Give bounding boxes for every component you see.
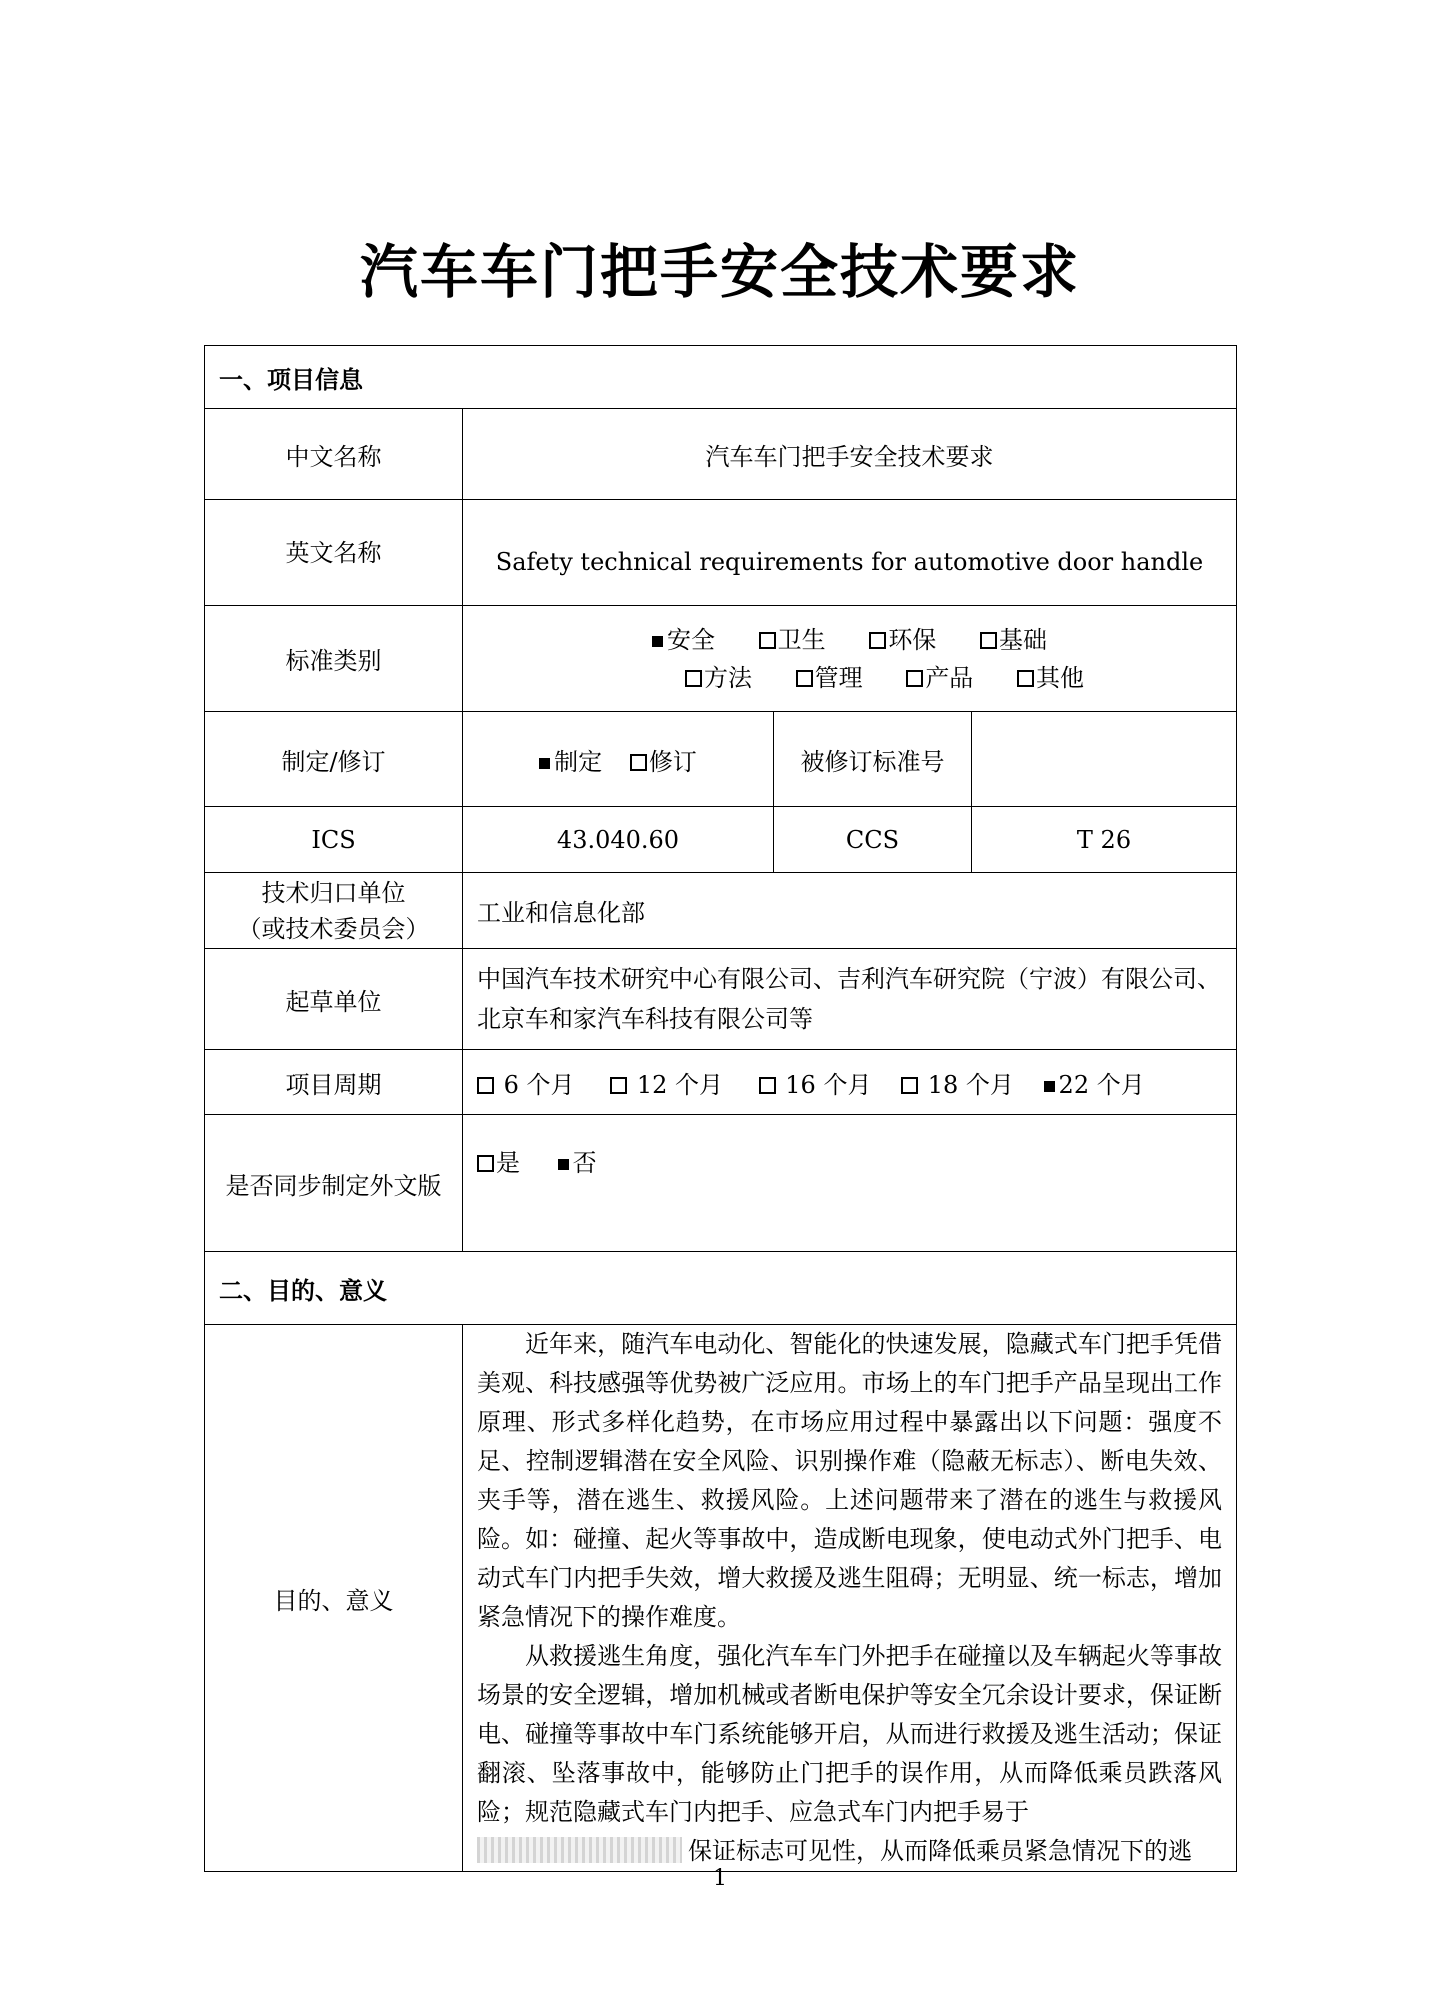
category-option-hygiene[interactable]: 卫生 <box>759 626 826 654</box>
checkbox-icon <box>630 754 647 771</box>
en-name-label: 英文名称 <box>205 500 463 606</box>
checkbox-icon <box>477 1077 494 1094</box>
ccs-label: CCS <box>774 807 972 873</box>
period-label: 项目周期 <box>205 1050 463 1115</box>
checkbox-icon <box>901 1077 918 1094</box>
section2-heading: 二、目的、意义 <box>205 1252 1237 1325</box>
section1-header-row <box>205 346 1237 409</box>
blurred-text-icon <box>477 1837 682 1863</box>
drafter-label: 起草单位 <box>205 949 463 1050</box>
revise-row <box>205 712 1237 807</box>
period-option-6[interactable]: 6 个月 <box>477 1071 575 1099</box>
checkbox-icon <box>477 1155 494 1172</box>
category-options <box>463 606 1237 712</box>
category-line-2 <box>477 659 1222 697</box>
foreign-row <box>205 1115 1237 1252</box>
checkbox-icon <box>685 670 702 687</box>
category-option-product[interactable]: 产品 <box>906 664 973 692</box>
ics-label: ICS <box>205 807 463 873</box>
category-option-management[interactable]: 管理 <box>796 664 863 692</box>
checkbox-icon <box>980 632 997 649</box>
revise-option-create[interactable]: 制定 <box>539 748 602 776</box>
purpose-label: 目的、意义 <box>205 1325 463 1872</box>
tech-unit-label: 技术归口单位 （或技术委员会） <box>205 873 463 949</box>
checkbox-icon <box>1017 670 1034 687</box>
cn-name-label: 中文名称 <box>205 409 463 500</box>
checkbox-icon <box>869 632 886 649</box>
foreign-option-yes[interactable]: 是 <box>477 1149 520 1177</box>
purpose-content <box>463 1325 1237 1872</box>
period-option-18[interactable]: 18 个月 <box>901 1071 1014 1099</box>
cn-name-row <box>205 409 1237 500</box>
category-option-environment[interactable]: 环保 <box>869 626 936 654</box>
project-form-table <box>204 345 1237 1872</box>
category-option-other[interactable]: 其他 <box>1017 664 1084 692</box>
ics-row <box>205 807 1237 873</box>
revised-std-label: 被修订标准号 <box>774 712 972 807</box>
category-option-basic[interactable]: 基础 <box>980 626 1047 654</box>
category-line-1 <box>477 621 1222 659</box>
page-number: 1 <box>713 1866 727 1891</box>
revise-option-revise[interactable]: 修订 <box>630 748 697 776</box>
en-name-row <box>205 500 1237 606</box>
document-title: 汽车车门把手安全技术要求 <box>359 238 1080 306</box>
purpose-row <box>205 1325 1237 1872</box>
cn-name-value: 汽车车门把手安全技术要求 <box>463 409 1237 500</box>
checkbox-icon <box>759 1077 776 1094</box>
ccs-value: T 26 <box>972 807 1237 873</box>
revise-options <box>463 712 774 807</box>
category-option-method[interactable]: 方法 <box>685 664 752 692</box>
foreign-label: 是否同步制定外文版 <box>205 1115 463 1252</box>
drafter-row <box>205 949 1237 1050</box>
foreign-option-no[interactable]: 否 <box>558 1149 597 1177</box>
period-options <box>463 1050 1237 1115</box>
category-label: 标准类别 <box>205 606 463 712</box>
checked-box-icon <box>558 1159 569 1170</box>
tech-unit-value: 工业和信息化部 <box>463 873 1237 949</box>
section2-header-row <box>205 1252 1237 1325</box>
category-option-safety[interactable]: 安全 <box>652 626 715 654</box>
period-option-12[interactable]: 12 个月 <box>610 1071 723 1099</box>
tech-unit-row <box>205 873 1237 949</box>
section1-heading: 一、项目信息 <box>205 346 1237 409</box>
checkbox-icon <box>610 1077 627 1094</box>
checked-box-icon <box>1044 1081 1055 1092</box>
drafter-value: 中国汽车技术研究中心有限公司、吉利汽车研究院（宁波）有限公司、北京车和家汽车科技有限公司等 <box>463 949 1237 1050</box>
period-row <box>205 1050 1237 1115</box>
revise-label: 制定/修订 <box>205 712 463 807</box>
en-name-value: Safety technical requirements for automotive door handle <box>463 500 1237 606</box>
category-row <box>205 606 1237 712</box>
period-option-16[interactable]: 16 个月 <box>759 1071 872 1099</box>
period-option-22[interactable]: 22 个月 <box>1044 1071 1145 1099</box>
ics-value: 43.040.60 <box>463 807 774 873</box>
checkbox-icon <box>796 670 813 687</box>
checked-box-icon <box>652 636 663 647</box>
revised-std-value <box>972 712 1237 807</box>
purpose-paragraph-2: 从救援逃生角度，强化汽车车门外把手在碰撞以及车辆起火等事故场景的安全逻辑，增加机械或者断电保护等安全冗余设计要求，保证断电、碰撞等事故中车门系统能够开启，从而进行救援及逃生活动；保证翻滚、坠落事故中，能够防止门把手的误作用，从而降低乘员跌落风险；规范隐藏式车门内把手、应急式车门内把手易于 保证标志可见性，从而降低乘员紧急情况下的逃 <box>477 1642 1222 1865</box>
checkbox-icon <box>759 632 776 649</box>
purpose-paragraph-1: 近年来，随汽车电动化、智能化的快速发展，隐藏式车门把手凭借美观、科技感强等优势被广泛应用。市场上的车门把手产品呈现出工作原理、形式多样化趋势，在市场应用过程中暴露出以下问题：强度不足、控制逻辑潜在安全风险、识别操作难（隐蔽无标志）、断电失效、夹手等，潜在逃生、救援风险。上述问题带来了潜在的逃生与救援风险。如：碰撞、起火等事故中，造成断电现象，使电动式外门把手、电动式车门内把手失效，增大救援及逃生阻碍；无明显、统一标志，增加紧急情况下的操作难度。 <box>477 1330 1222 1631</box>
foreign-options <box>463 1115 1237 1252</box>
checkbox-icon <box>906 670 923 687</box>
checked-box-icon <box>539 758 550 769</box>
